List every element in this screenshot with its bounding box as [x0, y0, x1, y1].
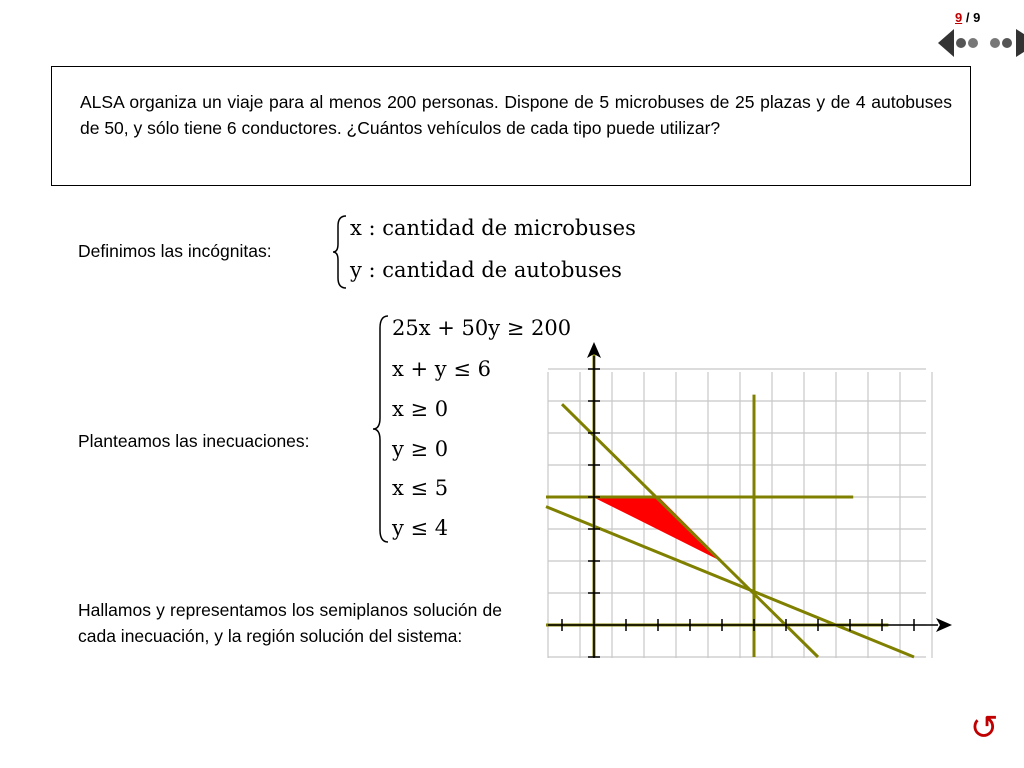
- page-indicator: [955, 10, 980, 25]
- inequality-5: x ≤ 5: [392, 476, 449, 500]
- unknowns-brace: [332, 214, 348, 290]
- unknown-y: y : cantidad de autobuses: [350, 258, 622, 282]
- problem-text: ALSA organiza un viaje para al menos 200 personas. Dispone de 5 microbuses de 25 plazas y de 4 autobuses de 50, y sólo tiene 6 conductores. ¿Cuántos vehículos de cada tipo puede utilizar?: [80, 92, 952, 138]
- inequality-1: 25x + 50y ≥ 200: [392, 316, 572, 340]
- reload-icon[interactable]: ↺: [970, 709, 999, 747]
- page-separator: /: [965, 10, 970, 25]
- inequality-2: x + y ≤ 6: [392, 357, 491, 381]
- solution-paragraph: Hallamos y representamos los semiplanos solución de cada inecuación, y la región solución del sistema:: [78, 600, 502, 646]
- problem-statement-box: [51, 66, 971, 186]
- x-axis-arrow: [936, 618, 952, 632]
- next-page-icon[interactable]: [984, 24, 1024, 62]
- unknown-x: x : cantidad de microbuses: [350, 216, 636, 240]
- feasible-region-graph: [540, 336, 960, 666]
- inequality-6: y ≤ 4: [392, 516, 449, 540]
- inequality-3: x ≥ 0: [392, 397, 449, 421]
- inequality-4: y ≥ 0: [392, 437, 449, 461]
- unknowns-label: Definimos las incógnitas:: [78, 241, 272, 261]
- inequalities-brace: [372, 314, 390, 544]
- page-current: 9: [955, 10, 963, 25]
- page-total: 9: [973, 10, 981, 25]
- inequalities-label: Planteamos las inecuaciones:: [78, 431, 310, 451]
